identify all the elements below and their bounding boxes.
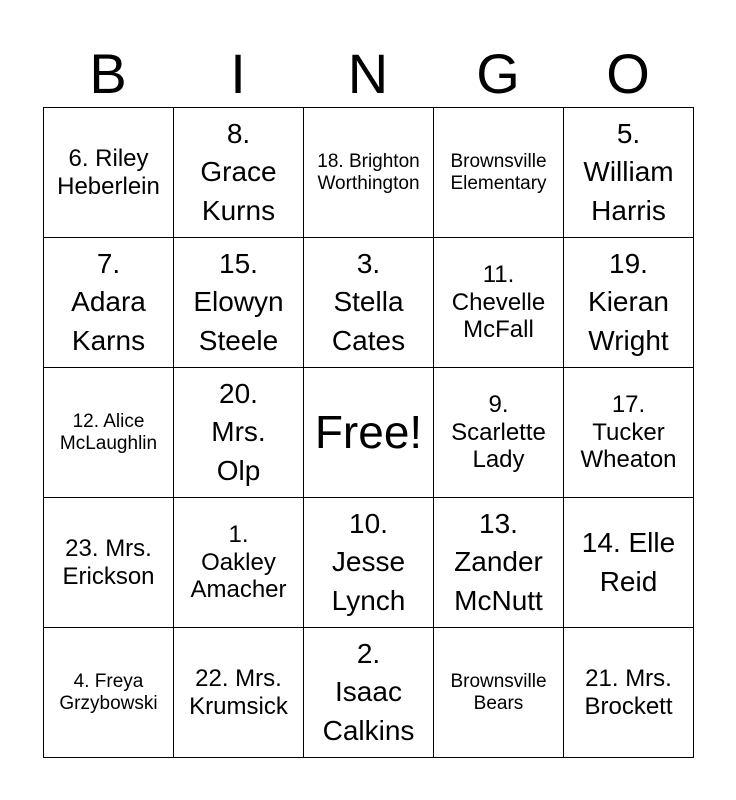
bingo-cell[interactable]: 17. Tucker Wheaton <box>564 368 694 498</box>
bingo-cell[interactable]: 2. Isaac Calkins <box>304 628 434 758</box>
bingo-cell[interactable]: 15. Elowyn Steele <box>174 238 304 368</box>
bingo-cell[interactable]: 23. Mrs. Erickson <box>44 498 174 628</box>
bingo-cell[interactable]: Brownsville Elementary <box>434 108 564 238</box>
bingo-cell[interactable]: 10. Jesse Lynch <box>304 498 434 628</box>
bingo-cell[interactable]: 6. Riley Heberlein <box>44 108 174 238</box>
header-letter-i: I <box>230 42 246 105</box>
bingo-cell[interactable]: 19. Kieran Wright <box>564 238 694 368</box>
header-letter-n: N <box>347 42 389 105</box>
bingo-cell[interactable]: 4. Freya Grzybowski <box>44 628 174 758</box>
bingo-cell[interactable]: Brownsville Bears <box>434 628 564 758</box>
bingo-cell[interactable]: 18. Brighton Worthington <box>304 108 434 238</box>
bingo-cell[interactable]: 5. William Harris <box>564 108 694 238</box>
bingo-cell[interactable]: 22. Mrs. Krumsick <box>174 628 304 758</box>
bingo-grid <box>43 107 694 758</box>
bingo-cell[interactable]: 9. Scarlette Lady <box>434 368 564 498</box>
bingo-cell[interactable]: 11. Chevelle McFall <box>434 238 564 368</box>
header-letter-b: B <box>89 42 127 105</box>
bingo-cell[interactable]: 13. Zander McNutt <box>434 498 564 628</box>
bingo-cell[interactable]: 8. Grace Kurns <box>174 108 304 238</box>
bingo-cell[interactable]: 12. Alice McLaughlin <box>44 368 174 498</box>
bingo-cell[interactable]: 3. Stella Cates <box>304 238 434 368</box>
header-letter-g: G <box>476 42 520 105</box>
bingo-cell[interactable]: 20. Mrs. Olp <box>174 368 304 498</box>
bingo-header <box>43 40 693 108</box>
bingo-cell[interactable]: 14. Elle Reid <box>564 498 694 628</box>
free-space-cell[interactable]: Free! <box>304 368 434 498</box>
bingo-cell[interactable]: 1. Oakley Amacher <box>174 498 304 628</box>
header-letter-o: O <box>606 42 650 105</box>
bingo-cell[interactable]: 7. Adara Karns <box>44 238 174 368</box>
bingo-cell[interactable]: 21. Mrs. Brockett <box>564 628 694 758</box>
